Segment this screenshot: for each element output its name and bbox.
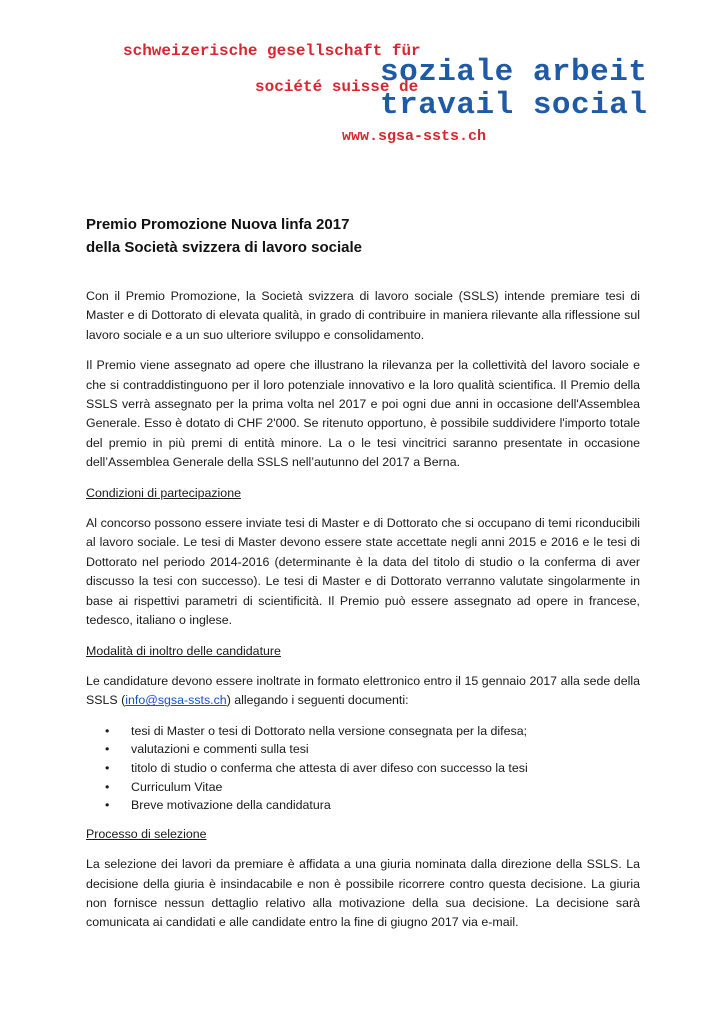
submission-heading: Modalità di inoltro delle candidature (86, 643, 281, 658)
email-link[interactable]: info@sgsa-ssts.ch (125, 693, 227, 708)
intro-paragraph-2: Il Premio viene assegnato ad opere che illustrano la rilevanza per la collettività del lavoro sociale e che si contraddistinguono per il loro potenziale innovativo e la loro qualità scientifica. Il Premio della SSLS verrà assegnato per la prima volta nel 2017 e poi ogni due anni in occasione dell'Assemblea Generale. Esso è dotato di CHF 2'000. Se ritenuto opportuno, è possibile suddividere l'importo totale del premio in più premi di entità minore. La o le tesi vincitrici saranno presentate in occasione dell’Assemblea Generale della SSLS nell’autunno del 2017 a Berna. (86, 358, 640, 470)
list-item (86, 759, 640, 778)
list-item (86, 740, 640, 759)
selection-heading: Processo di selezione (86, 826, 207, 841)
document-body (86, 213, 640, 944)
logo-website[interactable]: www.sgsa-ssts.ch (342, 128, 487, 145)
bullet-icon: • (105, 742, 110, 757)
logo-travail-social: travail social (380, 88, 648, 123)
logo-soziale-arbeit: soziale arbeit (380, 55, 648, 90)
submission-paragraph (86, 672, 640, 711)
list-item (86, 722, 640, 741)
submission-text-after: ) allegando i seguenti documenti: (226, 693, 409, 708)
list-item-text: titolo di studio o conferma che attesta di aver difeso con successo la tesi (131, 760, 528, 775)
list-item (86, 778, 640, 797)
intro-paragraph-1: Con il Premio Promozione, la Società svizzera di lavoro sociale (SSLS) intende premiare tesi di Master e di Dottorato di elevata qualità, in grado di contribuire in maniera rilevante alla riflessione sul lavoro sociale e a un suo ulteriore sviluppo e consolidamento. (86, 289, 640, 342)
logo-line-french: société suisse de (255, 78, 419, 96)
conditions-heading: Condizioni di partecipazione (86, 485, 241, 500)
document-title (86, 213, 640, 259)
bullet-icon: • (105, 779, 110, 794)
list-item-text: tesi di Master o tesi di Dottorato nella versione consegnata per la difesa; (131, 723, 528, 738)
sgsa-ssts-logo (0, 0, 725, 160)
list-item-text: Breve motivazione della candidatura (131, 798, 331, 813)
conditions-paragraph: Al concorso possono essere inviate tesi di Master e di Dottorato che si occupano di temi riconducibili al lavoro sociale. Le tesi di Master devono essere state accettate negli anni 2015 e 2016 e le tesi di Dottorato nel periodo 2014-2016 (determinante è la data del titolo di studio o la conferma di aver discusso la tesi con successo). Le tesi di Master e di Dottorato verranno valutate singolarmente in base ai rispettivi parametri di scientificità. Il Premio può essere assegnato ad opere in francese, tedesco, italiano o inglese. (86, 516, 640, 628)
logo-line-german: schweizerische gesellschaft für (123, 42, 421, 60)
bullet-icon: • (105, 798, 110, 813)
selection-paragraph: La selezione dei lavori da premiare è affidata a una giuria nominata dalla direzione della SSLS. La decisione della giuria è insindacabile e non è possibile ricorrere contro questa decisione. La giuria non fornisce nessun dettaglio relativo alla motivazione della sua decisione. La decisione sarà comunicata ai candidati e alle candidate entro la fine di giugno 2017 via e-mail. (86, 857, 640, 930)
bullet-icon: • (105, 760, 110, 775)
list-item (86, 796, 640, 815)
documents-list (86, 722, 640, 815)
title-line-1: Premio Promozione Nuova linfa 2017 (86, 216, 350, 233)
list-item-text: Curriculum Vitae (131, 779, 223, 794)
list-item-text: valutazioni e commenti sulla tesi (131, 742, 309, 757)
submission-text-before: Le candidature devono essere inoltrate in formato elettronico entro il 15 gennaio 2017 alla sede della SSLS ( (86, 673, 640, 708)
title-line-2: della Società svizzera di lavoro sociale (86, 239, 362, 256)
bullet-icon: • (105, 723, 110, 738)
